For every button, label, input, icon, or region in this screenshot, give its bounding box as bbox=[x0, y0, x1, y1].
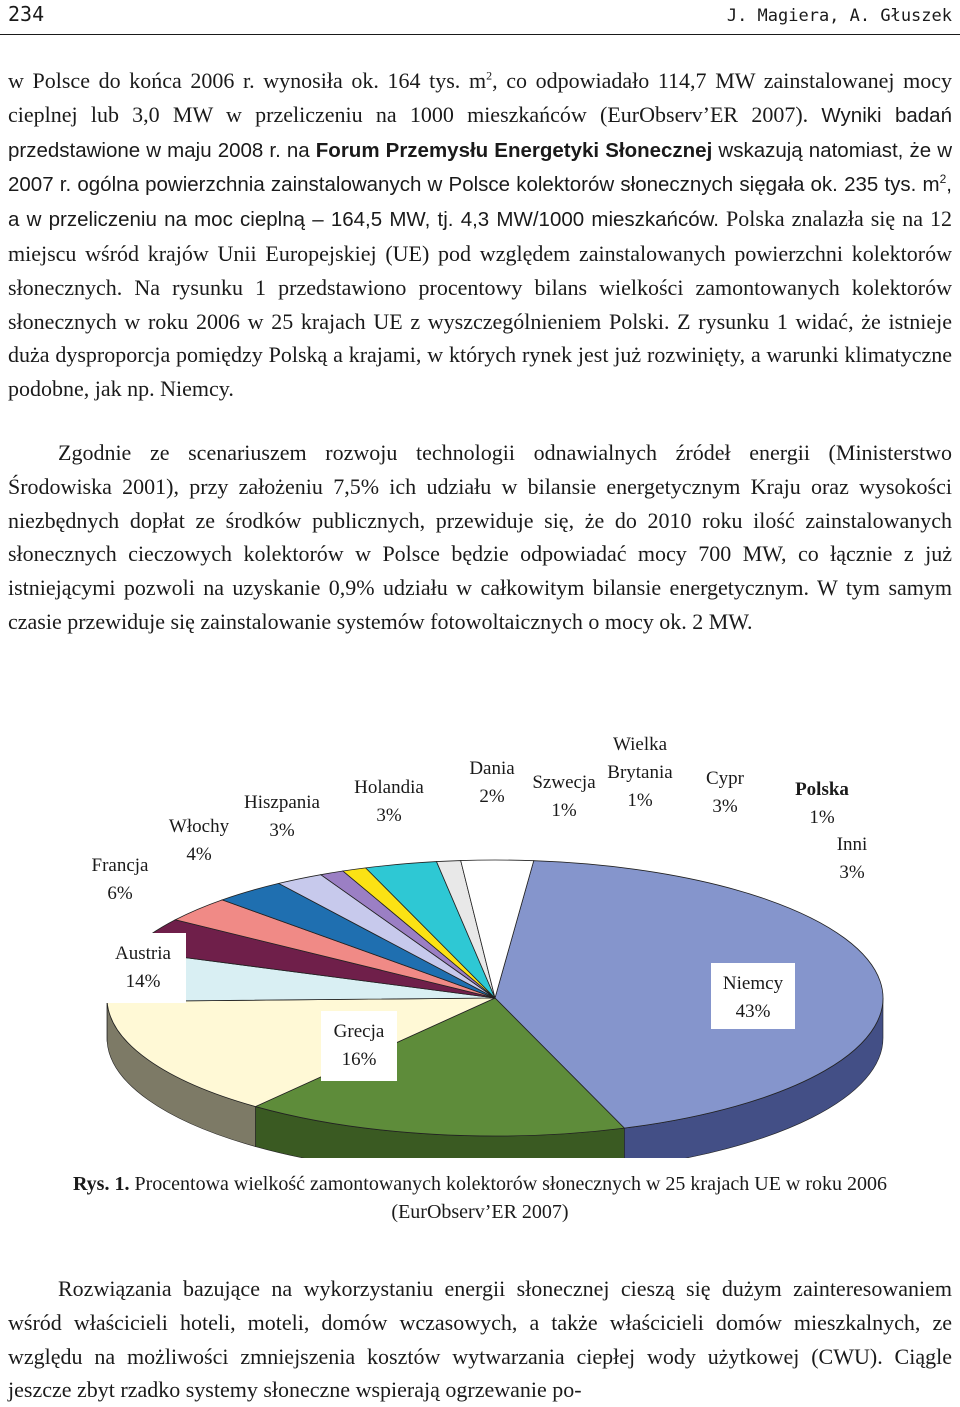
pie-label-szwecja-1: 1% bbox=[551, 800, 577, 821]
page-header bbox=[0, 0, 960, 35]
paragraph-1: w Polsce do końca 2006 r. wynosiła ok. 164 tys. $m^2$, co odpowiadało 114,7 MW zainstalowanej mocy cieplnej lub 3,0 MW w przeliczeniu na 1000 mieszkańców (EurObserv’ER 2007). Wyniki badań przedstawione w maju 2008 r. na Forum Przemysłu Energetyki Słonecznej wskazują natomiast, że w 2007 r. ogólna powierzchnia zainstalowanych w Polsce kolektorów słonecznych sięgała ok. 235 tys. $m^2$, a w przeliczeniu na moc cieplną – 164,5 MW, tj. 4,3 MW/1000 mieszkańców. Polska znalazła się na 12 miejscu wśród krajów Unii Europejskiej (UE) pod względem zainstalowanych powierzchni kolektorów słonecznych. Na rysunku 1 przedstawiono procentowy bilans wielkości zamontowanych kolektorów słonecznych w roku 2006 w 25 krajach UE z wyszczególnieniem Polski. Z rysunku 1 widać, że istnieje duża dysproporcja pomiędzy Polską a krajami, w których rynek jest już rozwinięty, a warunki klimatyczne podobne, jak np. Niemcy. bbox=[8, 64, 952, 406]
pie-label-wlochy-0: Włochy bbox=[169, 816, 230, 837]
pie-label-francja-1: 6% bbox=[107, 883, 133, 904]
pie-label-szwecja-0: Szwecja bbox=[532, 772, 596, 793]
pie-label-wb-1: Brytania bbox=[607, 762, 673, 783]
running-head-authors: J. Magiera, A. Głuszek bbox=[727, 6, 952, 26]
pie-label-grecja-0: Grecja bbox=[334, 1021, 385, 1042]
pie-label-niemcy-1: 43% bbox=[736, 1001, 771, 1022]
page-number: 234 bbox=[8, 2, 44, 26]
pie-label-austria-0: Austria bbox=[115, 943, 172, 964]
pie-label-francja-0: Francja bbox=[92, 855, 150, 876]
forum-name: Forum Przemysłu Energetyki Słonecznej bbox=[316, 139, 713, 162]
pie-label-polska-0: Polska bbox=[795, 779, 849, 800]
pie-label-cypr-1: 3% bbox=[712, 796, 738, 817]
pie-label-wb-2: 1% bbox=[627, 790, 653, 811]
pie-label-inni-1: 3% bbox=[839, 862, 865, 883]
pie-label-holandia-0: Holandia bbox=[354, 777, 424, 798]
pie-label-polska-1: 1% bbox=[809, 807, 835, 828]
pie-label-inni-0: Inni bbox=[837, 834, 868, 855]
pie-label-austria-1: 14% bbox=[126, 971, 161, 992]
pie-label-hiszpania-1: 3% bbox=[269, 820, 295, 841]
figure-caption: Rys. 1. Procentowa wielkość zamontowanych kolektorów słonecznych w 25 krajach UE w roku 2006 (EurObserv’ER 2007) bbox=[8, 1170, 952, 1226]
pie-label-wb-0: Wielka bbox=[613, 734, 668, 755]
pie-label-niemcy-0: Niemcy bbox=[723, 973, 784, 994]
pie-label-dania-0: Dania bbox=[469, 758, 515, 779]
pie-label-dania-1: 2% bbox=[479, 786, 505, 807]
pie-chart bbox=[40, 728, 920, 1158]
pie-label-cypr-0: Cypr bbox=[706, 768, 745, 789]
pie-label-wlochy-1: 4% bbox=[186, 844, 212, 865]
pie-label-hiszpania-0: Hiszpania bbox=[244, 792, 321, 813]
paragraph-3: Rozwiązania bazujące na wykorzystaniu energii słonecznej cieszą się dużym zainteresowaniem wśród właścicieli hoteli, moteli, domów wczasowych, a także właścicieli domów mieszkalnych, ze względu na możliwości zmniejszenia kosztów wytwarzania ciepłej wody użytkowej (CWU). Ciągle jeszcze zbyt rzadko systemy słoneczne wspierają ogrzewanie po- bbox=[8, 1272, 952, 1407]
pie-label-grecja-1: 16% bbox=[342, 1049, 377, 1070]
paragraph-2: Zgodnie ze scenariuszem rozwoju technologii odnawialnych źródeł energii (Ministerstwo Środowiska 2001), przy założeniu 7,5% ich udziału w bilansie energetycznym Kraju oraz wysokości niezbędnych dopłat ze środków publicznych, przewiduje się, że do 2010 roku ilość zainstalowanych słonecznych cieczowych kolektorów w Polsce będzie odpowiadać mocy 700 MW, co łącznie z już istniejącymi pozwoli na uzyskanie 0,9% udziału w całkowitym bilansie energetycznym. W tym samym czasie przewiduje się zainstalowanie systemów fotowoltaicznych o mocy ok. 2 MW. bbox=[8, 436, 952, 639]
pie-label-holandia-1: 3% bbox=[376, 805, 402, 826]
